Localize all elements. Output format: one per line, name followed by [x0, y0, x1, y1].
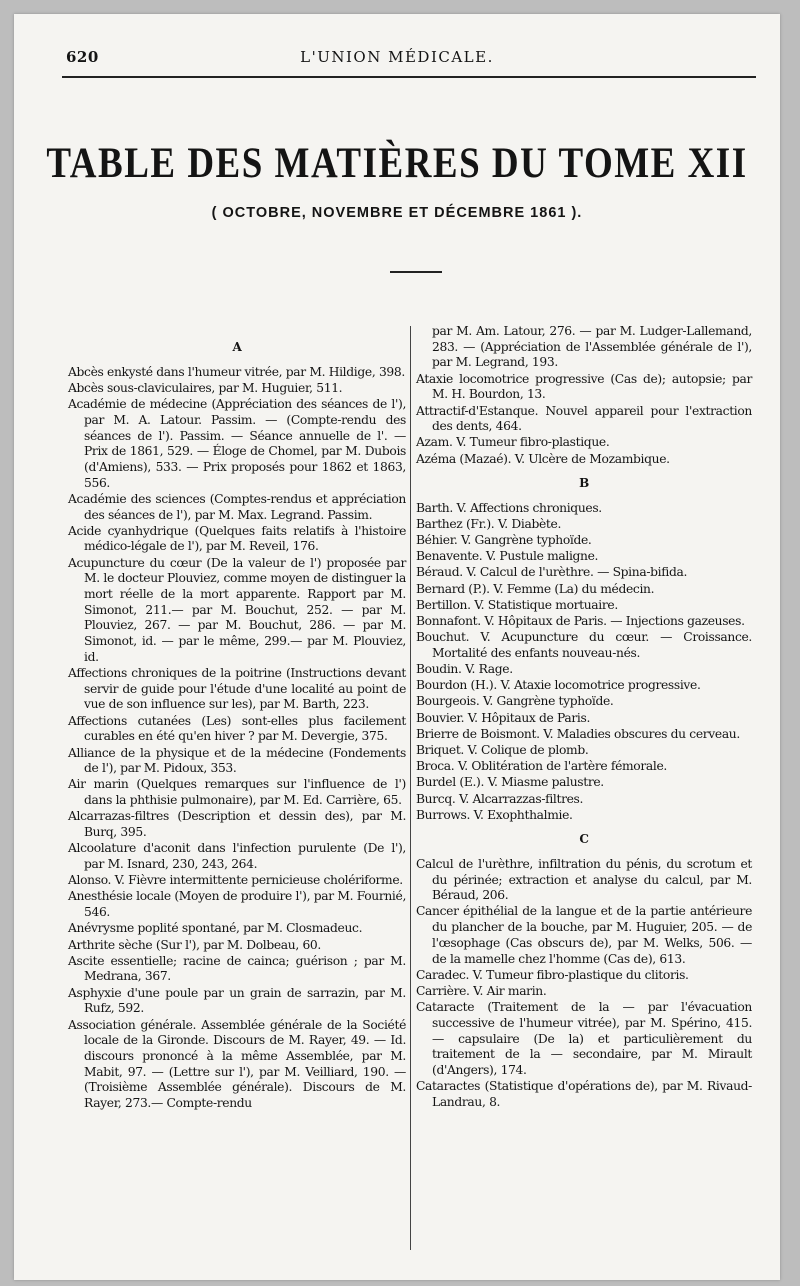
index-entry: Caradec. V. Tumeur fibro-plastique du clitoris.	[416, 967, 689, 982]
table-title: TABLE DES MATIÈRES DU TOME XII	[46, 139, 748, 188]
index-entry: Cataracte (Traitement de la — par l'évacuation successive de l'humeur vitrée), par M. Spérino, 415. — capsulaire (De la) et particulièrement du traitement de la — secondaire, par M. Mirault (d'Angers), 174.	[416, 1000, 752, 1077]
index-entry: Barth. V. Affections chroniques.	[416, 500, 602, 515]
index-entry: Béhier. V. Gangrène typhoïde.	[416, 532, 592, 547]
page-number: 620	[66, 48, 99, 66]
index-entry: Béraud. V. Calcul de l'urèthre. — Spina-bifida.	[416, 565, 688, 580]
index-entry: Air marin (Quelques remarques sur l'influence de l') dans la phthisie pulmonaire), par M. Ed. Carrière, 65.	[68, 777, 406, 808]
index-entry: Ascite essentielle; racine de cainca; guérison ; par M. Medrana, 367.	[68, 953, 406, 984]
index-entry: Bouchut. V. Acupuncture du cœur. — Croissance. Mortalité des enfants nouveau-nés.	[416, 630, 752, 660]
index-entry: Association générale. Assemblée générale de la Société locale de la Gironde. Discours de M. Rayer, 49. — Id. discours prononcé à la même Assemblée, par M. Mabit, 97. — (Lettre sur l'), par M. Veilliard, 190. — (Troisième Assemblée générale). Discours de M. Rayer, 273.— Compte-rendu	[68, 1017, 406, 1111]
journal-title: L'UNION MÉDICALE.	[300, 48, 494, 66]
index-entry: Alcoolature d'aconit dans l'infection purulente (De l'), par M. Isnard, 230, 243, 264.	[68, 841, 406, 871]
index-entry: Burcq. V. Alcarrazzas-filtres.	[416, 791, 584, 806]
index-entry: Burdel (E.). V. Miasme palustre.	[416, 775, 604, 790]
index-entry: Barthez (Fr.). V. Diabète.	[416, 516, 562, 531]
index-entry: Alcarrazas-filtres (Description et dessin des), par M. Burq, 395.	[68, 809, 406, 840]
index-entry: Bourdon (H.). V. Ataxie locomotrice progressive.	[416, 678, 701, 693]
index-entry: Cataractes (Statistique d'opérations de), par M. Rivaud-Landrau, 8.	[416, 1079, 752, 1109]
index-entry: Alonso. V. Fièvre intermittente pernicieuse cholériforme.	[68, 873, 403, 888]
document-page	[14, 14, 780, 1280]
index-entry: Brierre de Boismont. V. Maladies obscures du cerveau.	[416, 726, 740, 741]
index-entry: Cancer épithélial de la langue et de la partie antérieure du plancher de la bouche, par M. Huguier, 205. — de l'œsophage (Cas obscurs de), par M. Welks, 506. — de la mamelle chez l'homme (Cas de), 613.	[416, 904, 752, 966]
index-entry: Broca. V. Oblitération de l'artère fémorale.	[416, 759, 667, 774]
index-entry: Asphyxie d'une poule par un grain de sarrazin, par M. Rufz, 592.	[68, 985, 406, 1016]
index-column-right	[416, 324, 752, 1111]
index-column-left	[68, 332, 406, 1112]
section-letter: B	[579, 475, 589, 490]
index-entry: Bouvier. V. Hôpitaux de Paris.	[416, 710, 591, 725]
index-entry: Burrows. V. Exophthalmie.	[416, 807, 573, 822]
index-entry: Boudin. V. Rage.	[416, 662, 513, 677]
index-entry: Attractif-d'Estanque. Nouvel appareil pour l'extraction des dents, 464.	[416, 403, 752, 434]
ornament-rule	[390, 271, 442, 273]
index-entry: Bertillon. V. Statistique mortuaire.	[416, 597, 618, 612]
index-entry: Briquet. V. Colique de plomb.	[416, 743, 589, 758]
index-entry: Azam. V. Tumeur fibro-plastique.	[416, 435, 610, 450]
index-entry: Anesthésie locale (Moyen de produire l'), par M. Fournié, 546.	[68, 889, 406, 920]
section-letter: C	[579, 832, 589, 847]
header-rule	[62, 76, 756, 78]
index-entry: Bonnafont. V. Hôpitaux de Paris. — Injections gazeuses.	[416, 613, 745, 628]
index-entry: Benavente. V. Pustule maligne.	[416, 549, 599, 564]
index-entry: Académie de médecine (Appréciation des séances de l'), par M. A. Latour. Passim. — (Compte-rendu des séances de l'). Passim. — Séance annuelle de l'. — Prix de 1861, 529. — Éloge de Chomel, par M. Dubois (d'Amiens), 533. — Prix proposés pour 1862 et 1863, 556.	[68, 397, 406, 490]
index-entry: Alliance de la physique et de la médecine (Fondements de l'), par M. Pidoux, 353.	[68, 745, 406, 776]
index-entry: Acide cyanhydrique (Quelques faits relatifs à l'histoire médico-légale de l'), par M. Reveil, 176.	[68, 523, 406, 554]
section-letter: A	[232, 340, 242, 354]
index-entry: Académie des sciences (Comptes-rendus et appréciation des séances de l'), par M. Max. Legrand. Passim.	[68, 491, 406, 522]
index-entry: Acupuncture du cœur (De la valeur de l') proposée par M. le docteur Plouviez, comme moyen de distinguer la mort réelle de la mort apparente. Rapport par M. Simonot, 211.— par M. Bouchut, 252. — par M. Plouviez, 267. — par M. Bouchut, 286. — par M. Simonot, id. — par le même, 299.— par M. Plouviez, id.	[68, 555, 406, 664]
index-entry: Bernard (P.). V. Femme (La) du médecin.	[416, 581, 655, 596]
index-entry-continued: par M. Am. Latour, 276. — par M. Ludger-Lallemand, 283. — (Appréciation de l'Assemblée générale de l'), par M. Legrand, 193.	[432, 324, 752, 370]
index-entry: Abcès enkysté dans l'humeur vitrée, par M. Hildige, 398.	[68, 364, 405, 379]
index-entry: Affections cutanées (Les) sont-elles plus facilement curables en été qu'en hiver ? par M. Devergie, 375.	[68, 713, 406, 744]
index-entry: Azéma (Mazaé). V. Ulcère de Mozambique.	[416, 451, 670, 466]
table-subtitle: ( OCTOBRE, NOVEMBRE ET DÉCEMBRE 1861 ).	[211, 205, 583, 221]
index-entry: Ataxie locomotrice progressive (Cas de); autopsie; par M. H. Bourdon, 13.	[416, 371, 752, 402]
index-entry: Affections chroniques de la poitrine (Instructions devant servir de guide pour l'étude d'une localité au point de vue de son influence sur les), par M. Barth, 223.	[68, 666, 406, 712]
index-entry: Arthrite sèche (Sur l'), par M. Dolbeau, 60.	[68, 937, 321, 952]
index-entry: Anévrysme poplité spontané, par M. Closmadeuc.	[68, 921, 363, 936]
column-divider	[410, 326, 411, 1250]
index-entry: Abcès sous-claviculaires, par M. Huguier, 511.	[68, 380, 343, 395]
index-entry: Calcul de l'urèthre, infiltration du pénis, du scrotum et du périnée; extraction et analyse du calcul, par M. Béraud, 206.	[416, 856, 752, 903]
index-entry: Carrière. V. Air marin.	[416, 983, 547, 998]
index-entry: Bourgeois. V. Gangrène typhoïde.	[416, 694, 614, 709]
